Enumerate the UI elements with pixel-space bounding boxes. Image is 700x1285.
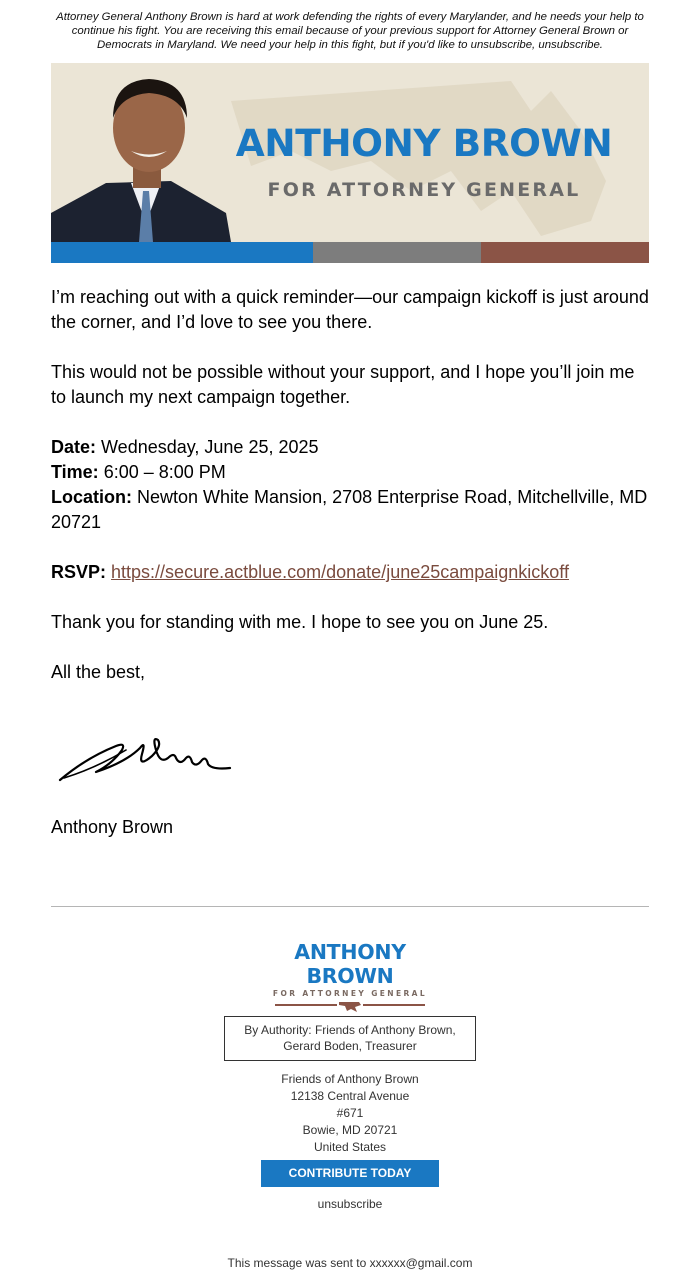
closing-line: All the best,	[51, 662, 146, 682]
header-banner	[51, 63, 649, 263]
event-location: Location: Newton White Mansion, 2708 Enterprise Road, Mitchellville, MD 20721	[51, 487, 648, 532]
stripe-blue	[51, 242, 313, 263]
preheader-unsubscribe-link[interactable]: unsubscribe.	[538, 39, 603, 51]
email-body	[51, 285, 651, 710]
footer-logo-title: ANTHONY BROWN	[294, 940, 406, 988]
footer-divider	[51, 906, 649, 907]
intro-paragraph: I’m reaching out with a quick reminder—our campaign kickoff is just around the corner, and I’d love to see you there.	[51, 287, 649, 332]
paid-for-by-box: By Authority: Friends of Anthony Brown, Gerard Boden, Treasurer	[224, 1016, 476, 1061]
rsvp-line: RSVP: https://secure.actblue.com/donate/june25campaignkickoff	[51, 562, 569, 582]
mailing-address: Friends of Anthony Brown 12138 Central Avenue #671 Bowie, MD 20721 United States	[281, 1072, 419, 1154]
rsvp-link[interactable]: https://secure.actblue.com/donate/june25campaignkickoff	[111, 562, 569, 582]
stripe-gray	[313, 242, 481, 263]
contribute-today-button[interactable]: CONTRIBUTE TODAY	[261, 1160, 439, 1187]
event-details	[51, 435, 651, 535]
footer-logo-map-rule	[275, 1001, 425, 1013]
event-time: Time: 6:00 – 8:00 PM	[51, 462, 226, 482]
sent-to-notice: This message was sent to xxxxxx@gmail.com	[227, 1256, 473, 1270]
banner-title: ANTHONY BROWN	[235, 121, 613, 165]
support-paragraph: This would not be possible without your support, and I hope you’ll join me to launch my next campaign together.	[51, 362, 635, 407]
signer-name: Anthony Brown	[51, 817, 174, 837]
preheader-text: Attorney General Anthony Brown is hard at work defending the rights of every Marylander, and he needs your help to continue his fight. You are receiving this email because of your previous support for Attorney General Brown or Democrats in Maryland. We need your help in this fight, but if you'd like to unsubscribe, unsubscribe.	[56, 11, 644, 51]
banner-color-stripes	[51, 242, 649, 263]
event-date: Date: Wednesday, June 25, 2025	[51, 437, 319, 457]
thanks-paragraph: Thank you for standing with me. I hope to see you on June 25.	[51, 612, 549, 632]
recipient-email: xxxxxx@gmail.com	[369, 1256, 473, 1270]
stripe-brown	[481, 242, 649, 263]
footer-logo	[250, 940, 450, 1018]
banner-subtitle: FOR ATTORNEY GENERAL	[267, 179, 581, 201]
footer-logo-subtitle: FOR ATTORNEY GENERAL	[272, 989, 428, 998]
handwritten-signature	[56, 728, 236, 788]
footer-unsubscribe-link[interactable]: unsubscribe	[317, 1197, 383, 1211]
candidate-portrait	[51, 63, 241, 242]
